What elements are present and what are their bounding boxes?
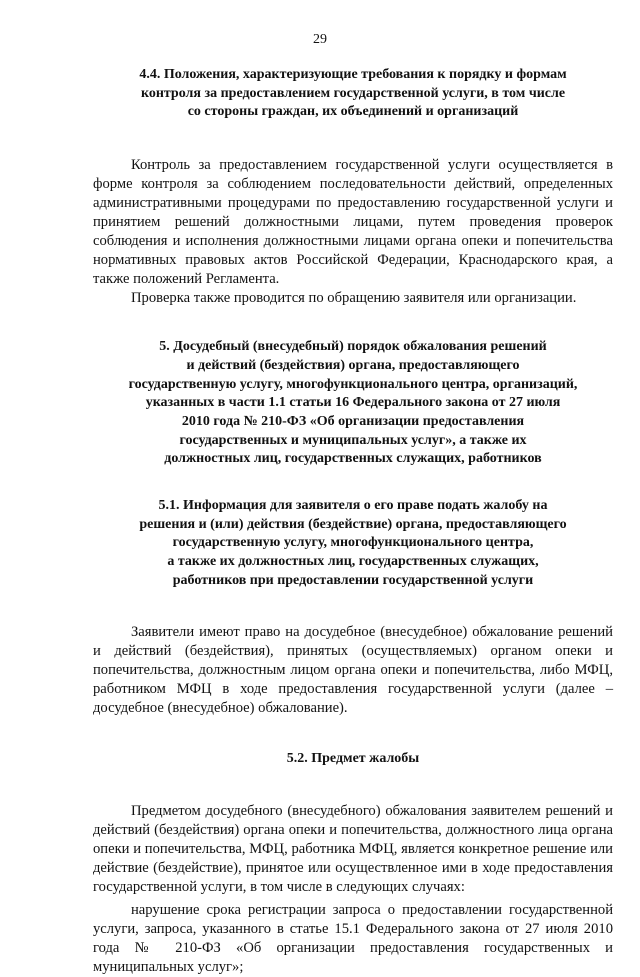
heading-line: 5. Досудебный (внесудебный) порядок обжалования решений [159, 339, 547, 355]
section-5-1-paragraph: Заявители имеют право на досудебное (внесудебное) обжалование решений и действий (бездействия), принятых (осуществляемых) органом опеки и попечительства, должностным лицом органа опеки и попечительства, либо МФЦ, работником МФЦ в ходе предоставления государственной услуги (далее – досудебное (внесудебное) обжалование). [93, 623, 613, 716]
heading-line: и действий (бездействия) органа, предоставляющего [186, 357, 520, 373]
page-content [93, 66, 613, 977]
heading-line: работников при предоставлении государственной услуги [172, 572, 534, 588]
heading-line: государственную услугу, многофункционального центра, [172, 535, 534, 551]
heading-line: решения и (или) действия (бездействие) органа, предоставляющего [139, 516, 567, 532]
heading-line: контроля за предоставлением государственной услуги, в том числе [140, 85, 566, 101]
section-4-4-paragraph-check: Проверка также проводится по обращению заявителя или организации. [131, 290, 577, 307]
section-5-1-heading [93, 497, 613, 591]
section-5-2-heading: 5.2. Предмет жалобы [286, 750, 420, 766]
heading-line: 5.1. Информация для заявителя о его праве подать жалобу на [158, 498, 548, 514]
section-5-2-paragraph-violation: нарушение срока регистрации запроса о предоставлении государственной услуги, запроса, указанного в статье 15.1 Федерального закона от 27 июля 2010 года № 210-ФЗ «Об организации предоставления государственных и муниципальных услуг»; [93, 902, 613, 976]
section-5-heading [93, 338, 613, 469]
section-5-2-paragraph-subject: Предметом досудебного (внесудебного) обжалования заявителем решений и действий (бездействия) органа опеки и попечительства, должностного лица органа опеки и попечительства, МФЦ, работника МФЦ, является конкретное решение или действие (бездействие), принятое или осуществленное ими в ходе предоставления государственной услуги, в том числе в следующих случаях: [93, 803, 613, 896]
heading-line: 2010 года № 210-ФЗ «Об организации предоставления [181, 413, 525, 429]
heading-line: указанных в части 1.1 статьи 16 Федерального закона от 27 июля [145, 395, 561, 411]
heading-line: 4.4. Положения, характеризующие требования к порядку и формам [139, 67, 567, 82]
heading-line: а также их должностных лиц, государственных служащих, [167, 554, 539, 570]
page-number: 29 [313, 32, 327, 47]
heading-line: государственных и муниципальных услуг», а также их [179, 432, 527, 448]
section-4-4-heading [93, 66, 613, 122]
heading-line: государственную услугу, многофункционального центра, организаций, [128, 376, 578, 392]
heading-line: должностных лиц, государственных служащих, работников [164, 451, 542, 467]
heading-line: со стороны граждан, их объединений и организаций [187, 104, 519, 120]
section-4-4-paragraph-control: Контроль за предоставлением государственной услуги осуществляется в форме контроля за соблюдением последовательности действий, определенных административными процедурами по предоставлению государственной услуги и принятием решений должностными лицами, путем проведения проверок соблюдения и исполнения должностными лицами органа опеки и попечительства нормативных правовых актов Российской Федерации, Краснодарского края, а также положений Регламента. [93, 157, 613, 288]
